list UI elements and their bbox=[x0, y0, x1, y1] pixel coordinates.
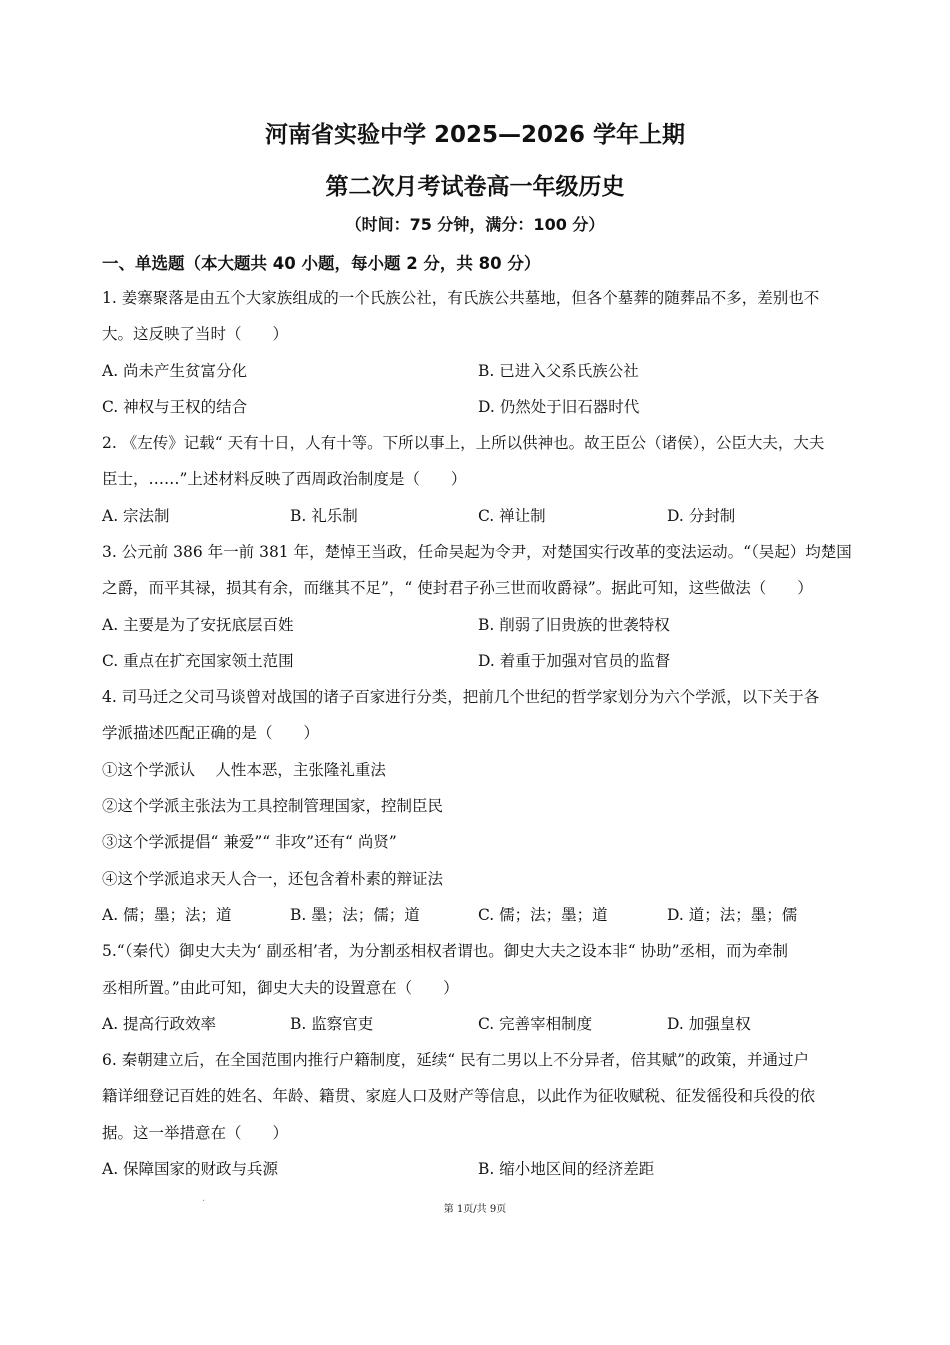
q4-option-a: A. 儒；墨；法；道 bbox=[102, 906, 232, 924]
q5-option-c: C. 完善宰相制度 bbox=[478, 1015, 593, 1033]
q1-option-c: C. 神权与王权的结合 bbox=[102, 398, 248, 416]
q2-stem-line2: 臣士，……”上述材料反映了西周政治制度是（ ） bbox=[102, 470, 467, 488]
page-title: 河南省实验中学 2025—2026 学年上期 bbox=[264, 122, 686, 148]
q5-option-d: D. 加强皇权 bbox=[667, 1015, 751, 1033]
q6-option-a: A. 保障国家的财政与兵源 bbox=[102, 1160, 279, 1178]
q4-stem-line2: 学派描述匹配正确的是（ ） bbox=[102, 724, 320, 742]
q2-option-d: D. 分封制 bbox=[667, 507, 736, 525]
q3-stem-line2: 之爵，而平其禄，损其有余，而继其不足”，“ 使封君子孙三世而收爵禄”。据此可知，这些做法（ ） bbox=[102, 579, 813, 597]
page-number: 第 1页/共 9页 bbox=[443, 1204, 507, 1215]
q1-option-b: B. 已进入父系氏族公社 bbox=[478, 362, 639, 380]
q6-stem-line2: 籍详细登记百姓的姓名、年龄、籍贯、家庭人口及财产等信息，以此作为征收赋税、征发徭役和兵役的依 bbox=[102, 1087, 816, 1105]
q4-option-c: C. 儒；法；墨；道 bbox=[478, 906, 608, 924]
exam-duration-score: （时间：75 分钟，满分：100 分） bbox=[345, 215, 605, 234]
page-subtitle: 第二次月考试卷高一年级历史 bbox=[325, 174, 625, 200]
section-heading: 一、单选题（本大题共 40 小题，每小题 2 分，共 80 分） bbox=[102, 254, 541, 273]
q3-option-d: D. 着重于加强对官员的监督 bbox=[478, 652, 671, 670]
q5-stem-line2: 丞相所置。”由此可知，御史大夫的设置意在（ ） bbox=[102, 979, 459, 997]
q4-item-2: ②这个学派主张法为工具控制管理国家，控制臣民 bbox=[102, 797, 444, 815]
q4-option-b: B. 墨；法；儒；道 bbox=[290, 906, 420, 924]
q4-item-3: ③这个学派提倡“ 兼爱”“ 非攻”还有“ 尚贤” bbox=[102, 833, 397, 851]
q3-stem-line1: 3. 公元前 386 年一前 381 年，楚悼王当政，任命吴起为令尹，对楚国实行改革的变法运动。“（吴起）均楚国 bbox=[102, 543, 852, 561]
q1-stem-line1: 1. 姜寨聚落是由五个大家族组成的一个氏族公社，有氏族公共墓地，但各个墓葬的随葬品不多，差别也不 bbox=[102, 289, 820, 307]
q4-stem-line1: 4. 司马迁之父司马谈曾对战国的诸子百家进行分类，把前几个世纪的哲学家划分为六个学派，以下关于各 bbox=[102, 688, 820, 706]
q4-option-d: D. 道；法；墨；儒 bbox=[667, 906, 798, 924]
q2-option-c: C. 禅让制 bbox=[478, 507, 546, 525]
q2-option-b: B. 礼乐制 bbox=[290, 507, 358, 525]
q6-option-b: B. 缩小地区间的经济差距 bbox=[478, 1160, 655, 1178]
q3-option-c: C. 重点在扩充国家领土范围 bbox=[102, 652, 294, 670]
q1-option-d: D. 仍然处于旧石器时代 bbox=[478, 398, 640, 416]
q6-stem-line3: 据。这一举措意在（ ） bbox=[102, 1124, 289, 1142]
q5-option-a: A. 提高行政效率 bbox=[102, 1015, 217, 1033]
q5-option-b: B. 监察官吏 bbox=[290, 1015, 374, 1033]
q3-option-a: A. 主要是为了安抚底层百姓 bbox=[102, 616, 294, 634]
q1-stem-line2: 大。这反映了当时（ ） bbox=[102, 325, 289, 343]
q6-stem-line1: 6. 秦朝建立后，在全国范围内推行户籍制度，延续“ 民有二男以上不分异者，倍其赋”的政策，并通过户 bbox=[102, 1051, 809, 1069]
q4-item-1: ①这个学派认 人性本恶，主张隆礼重法 bbox=[102, 761, 386, 779]
q1-option-a: A. 尚未产生贫富分化 bbox=[102, 362, 248, 380]
q2-option-a: A. 宗法制 bbox=[102, 507, 170, 525]
q4-item-4: ④这个学派追求天人合一，还包含着朴素的辩证法 bbox=[102, 870, 444, 888]
q2-stem-line1: 2. 《左传》记载“ 天有十日，人有十等。下所以事上，上所以供神也。故王臣公（诸侯），公臣大夫，大夫 bbox=[102, 434, 825, 452]
q3-option-b: B. 削弱了旧贵族的世袭特权 bbox=[478, 616, 670, 634]
stray-mark: · bbox=[202, 1196, 206, 1207]
q5-stem-line1: 5.“（秦代）御史大夫为‘ 副丞相’者，为分割丞相权者谓也。御史大夫之设本非“ 协助”丞相，而为牵制 bbox=[102, 942, 789, 960]
